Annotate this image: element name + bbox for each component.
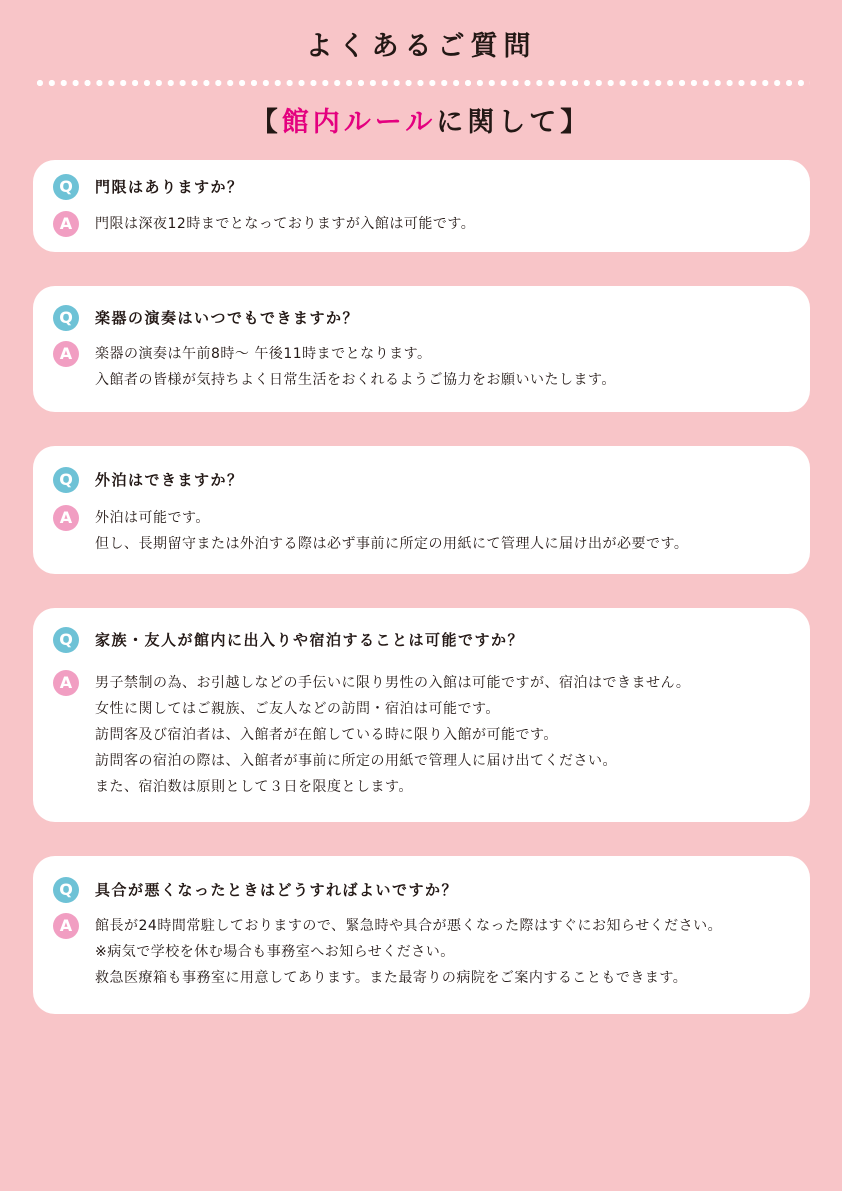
subtitle-accent: 館内ルール xyxy=(281,107,437,138)
question-text: 家族・友人が館内に出入りや宿泊することは可能ですか？ xyxy=(95,631,525,649)
question-row xyxy=(53,627,796,653)
subtitle-rest: に関して xyxy=(436,107,561,138)
a-badge-icon: A xyxy=(53,670,79,696)
faq-card xyxy=(33,160,810,252)
a-badge-icon: A xyxy=(53,211,79,237)
q-badge-icon: Q xyxy=(53,467,79,493)
answer-line: ※病気で学校を休む場合も事務室へお知らせください。 xyxy=(95,944,455,960)
faq-card xyxy=(33,856,810,1014)
answer-text xyxy=(95,670,690,800)
section-subtitle xyxy=(0,100,842,139)
q-badge-icon: Q xyxy=(53,877,79,903)
answer-row xyxy=(53,341,796,393)
a-badge-icon: A xyxy=(53,505,79,531)
answer-line: 訪問客の宿泊の際は、入館者が事前に所定の用紙で管理人に届け出てください。 xyxy=(95,753,617,769)
answer-line: 救急医療箱も事務室に用意してあります。また最寄りの病院をご案内することもできます。 xyxy=(95,970,688,986)
answer-text xyxy=(95,913,722,991)
answer-line: 但し、長期留守または外泊する際は必ず事前に所定の用紙にて管理人に届け出が必要です。 xyxy=(95,536,689,552)
question-text: 外泊はできますか？ xyxy=(95,471,244,489)
answer-line: 男子禁制の為、お引越しなどの手伝いに限り男性の入館は可能ですが、宿泊はできません。 xyxy=(95,675,691,691)
answer-line: 門限は深夜12時までとなっておりますが入館は可能です。 xyxy=(95,216,476,232)
subtitle-bracket-close: 】 xyxy=(560,107,592,138)
dotted-divider xyxy=(34,79,810,87)
answer-line: 楽器の演奏は午前8時〜 午後11時までとなります。 xyxy=(95,346,432,362)
answer-text xyxy=(95,505,688,557)
question-row xyxy=(53,877,796,903)
question-text: 楽器の演奏はいつでもできますか？ xyxy=(95,309,360,327)
faq-card xyxy=(33,286,810,412)
answer-line: 外泊は可能です。 xyxy=(95,510,210,526)
a-badge-icon: A xyxy=(53,341,79,367)
answer-line: 女性に関してはご親族、ご友人などの訪問・宿泊は可能です。 xyxy=(95,701,500,717)
q-badge-icon: Q xyxy=(53,174,79,200)
answer-line: また、宿泊数は原則として３日を限度とします。 xyxy=(95,779,413,795)
faq-card xyxy=(33,608,810,822)
answer-line: 館長が24時間常駐しておりますので、緊急時や具合が悪くなった際はすぐにお知らせください。 xyxy=(95,918,723,934)
answer-line: 訪問客及び宿泊者は、入館者が在館している時に限り入館が可能です。 xyxy=(95,727,558,743)
answer-text xyxy=(95,341,616,393)
question-row xyxy=(53,467,796,493)
answer-row xyxy=(53,211,796,237)
answer-text xyxy=(95,211,475,237)
question-text: 門限はありますか？ xyxy=(95,178,244,196)
question-row xyxy=(53,174,796,200)
answer-row xyxy=(53,913,796,991)
answer-row xyxy=(53,670,796,800)
answer-line: 入館者の皆様が気持ちよく日常生活をおくれるようご協力をお願いいたします。 xyxy=(95,372,616,388)
q-badge-icon: Q xyxy=(53,627,79,653)
subtitle-bracket-open: 【 xyxy=(250,107,282,138)
a-badge-icon: A xyxy=(53,913,79,939)
q-badge-icon: Q xyxy=(53,305,79,331)
question-text: 具合が悪くなったときはどうすればよいですか？ xyxy=(95,881,459,899)
question-row xyxy=(53,305,796,331)
answer-row xyxy=(53,505,796,557)
faq-card xyxy=(33,446,810,574)
page-title: よくあるご質問 xyxy=(305,31,537,62)
